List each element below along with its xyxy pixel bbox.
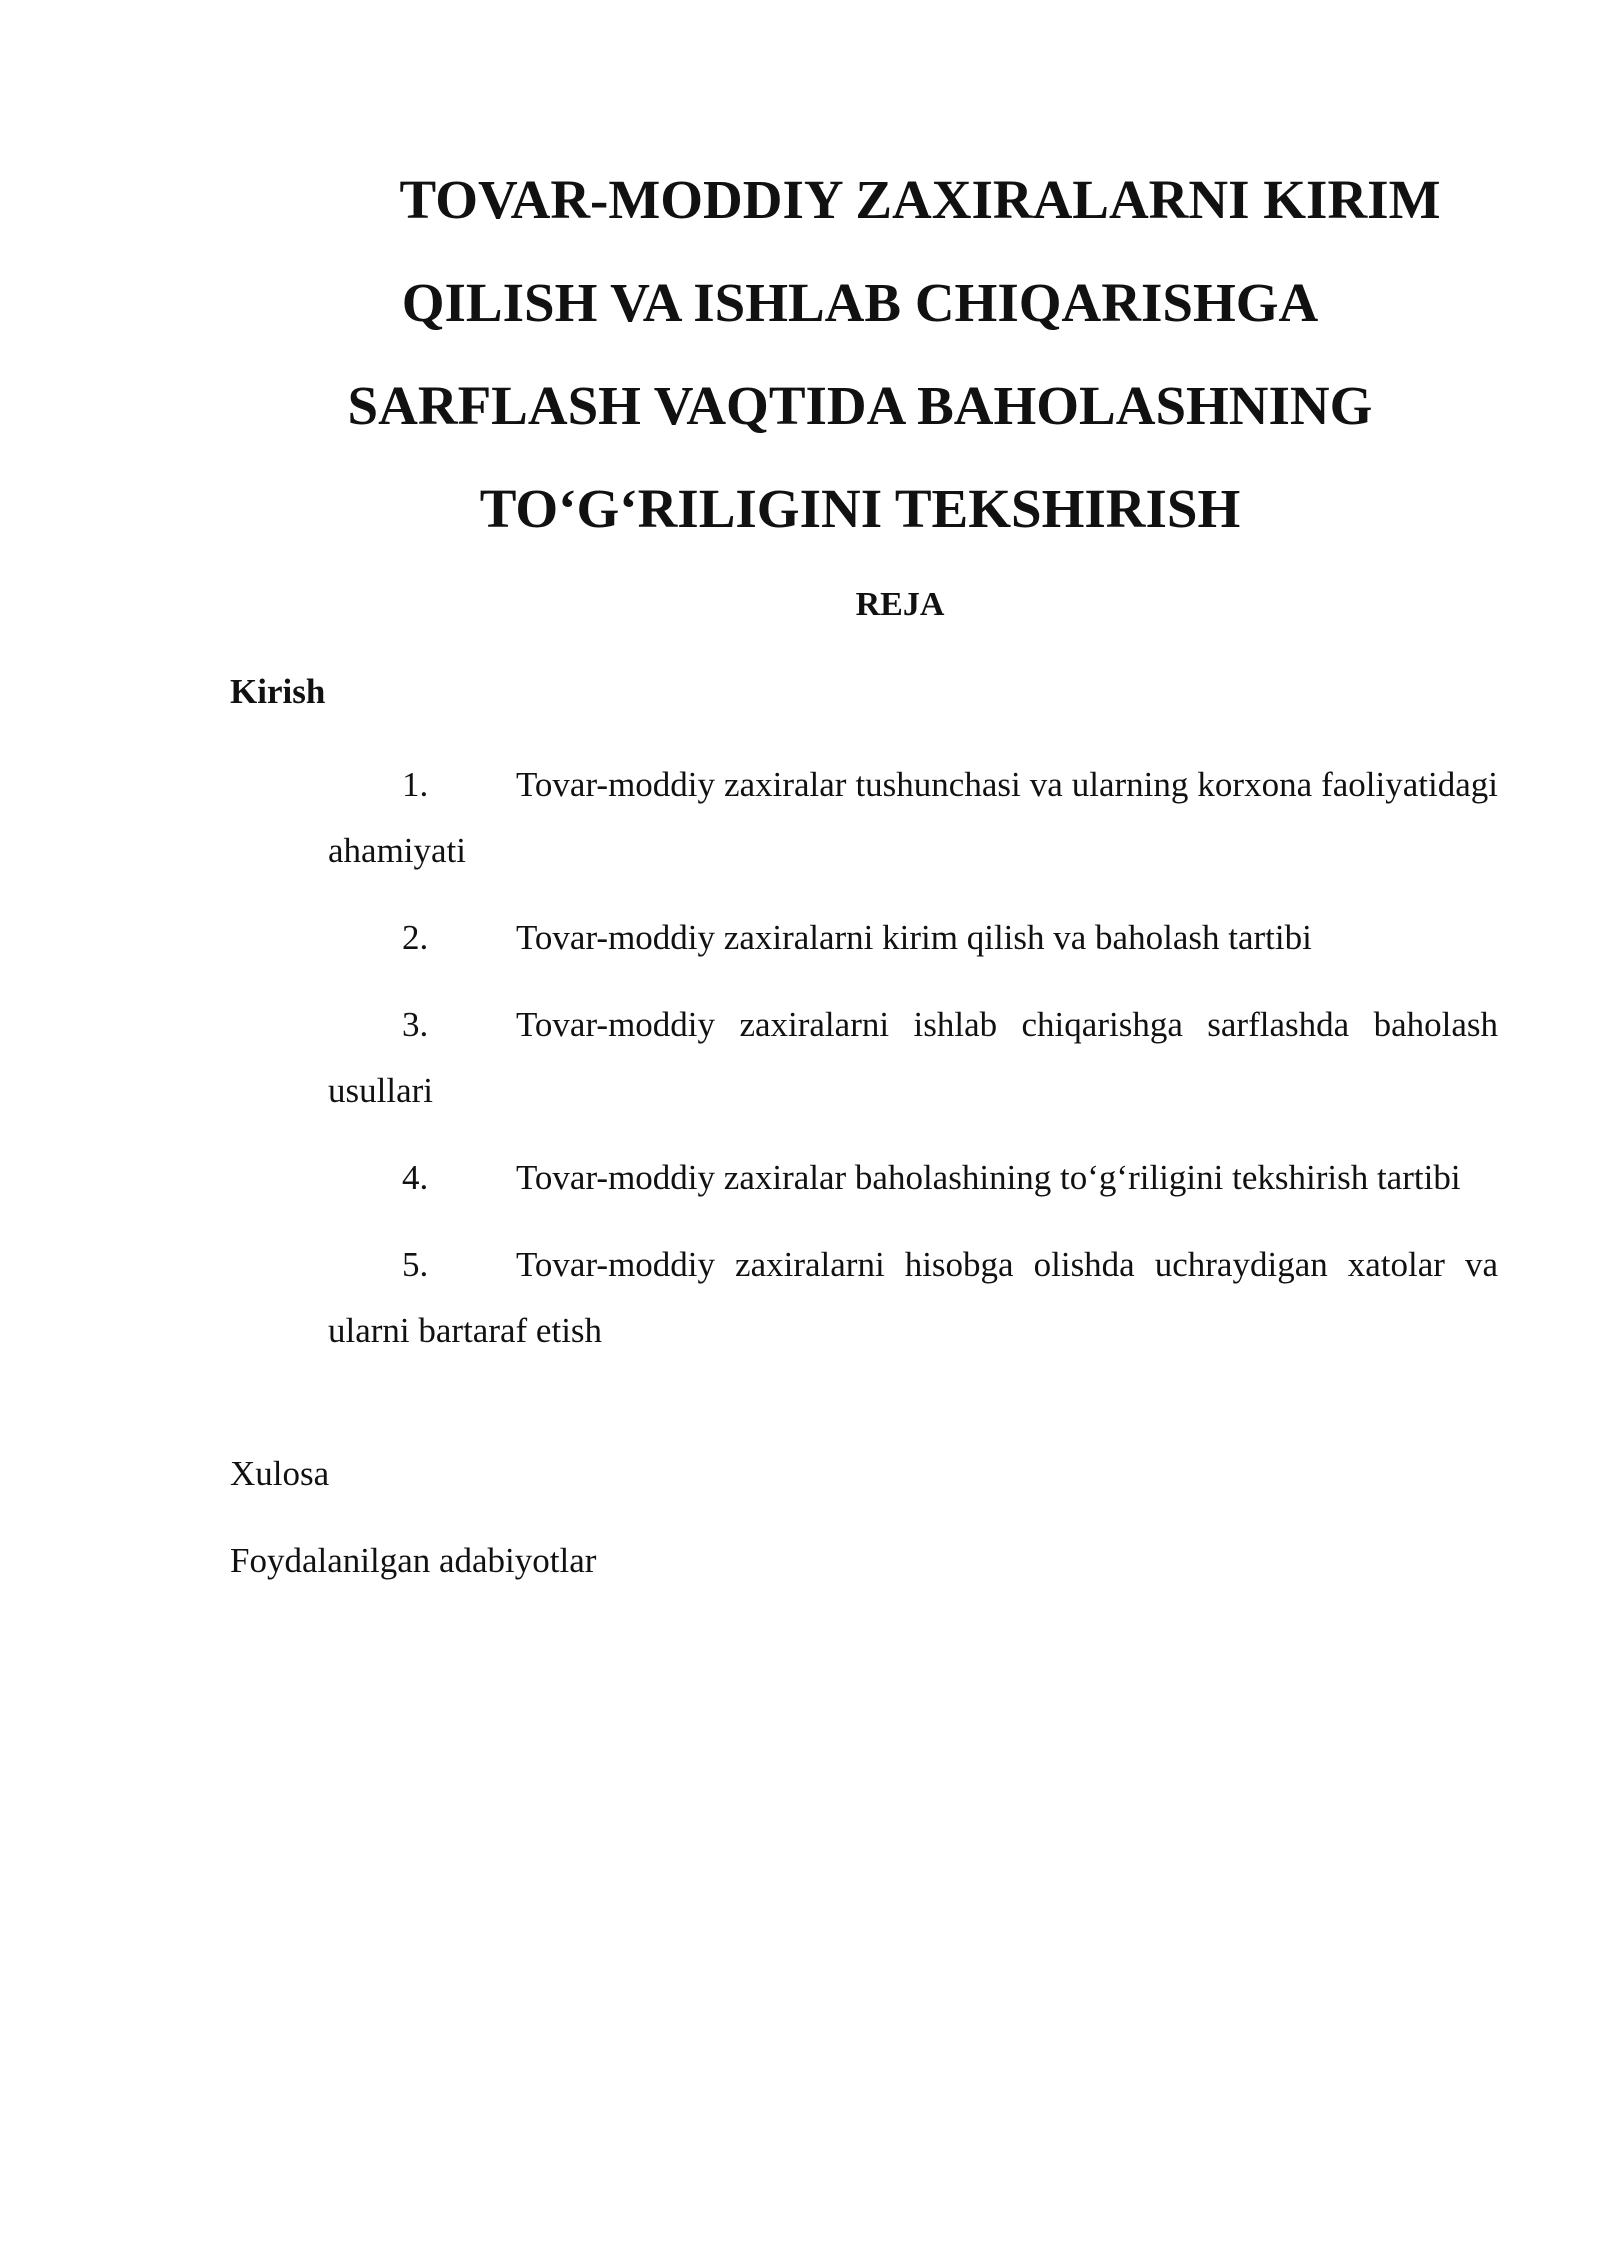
references-heading: Foydalanilgan adabiyotlar [230, 1541, 597, 1580]
plan-item-number: 1. [402, 765, 429, 804]
plan-item-number: 5. [402, 1245, 429, 1284]
title-line: SARFLASH VAQTIDA BAHOLASHNING [347, 375, 1373, 436]
title-line: TOVAR-MODDIY ZAXIRALARNI KIRIM [399, 169, 1441, 230]
plan-item-number: 2. [402, 918, 429, 957]
plan-item-text: Tovar-moddiy zaxiralarni ishlab chiqarishga sarflashda baholash usullari [328, 1005, 1498, 1110]
plan-item-text: Tovar-moddiy zaxiralarni hisobga olishda uchraydigan xatolar va ularni bartaraf etish [328, 1245, 1498, 1350]
plan-item [328, 752, 1498, 884]
plan-item-text: Tovar-moddiy zaxiralar tushunchasi va ularning korxona faoliyatidagi ahamiyati [328, 765, 1498, 870]
plan-item-text: Tovar-moddiy zaxiralarni kirim qilish va baholash tartibi [516, 918, 1312, 957]
plan-item [328, 992, 1498, 1124]
intro-heading: Kirish [230, 672, 326, 711]
plan-list [328, 752, 1498, 1385]
plan-item-number: 4. [402, 1158, 429, 1197]
title-line: TO‘G‘RILIGINI TEKSHIRISH [479, 478, 1241, 539]
plan-heading: REJA [855, 586, 945, 623]
title-line: QILISH VA ISHLAB CHIQARISHGA [401, 272, 1319, 333]
plan-item [328, 1232, 1498, 1364]
plan-item [328, 1145, 1498, 1211]
plan-item-number: 3. [402, 1005, 429, 1044]
conclusion-heading: Xulosa [230, 1454, 330, 1493]
document-title [230, 148, 1490, 560]
plan-item [328, 905, 1498, 971]
plan-item-text: Tovar-moddiy zaxiralar baholashining to‘g‘riligini tekshirish tartibi [516, 1158, 1461, 1197]
